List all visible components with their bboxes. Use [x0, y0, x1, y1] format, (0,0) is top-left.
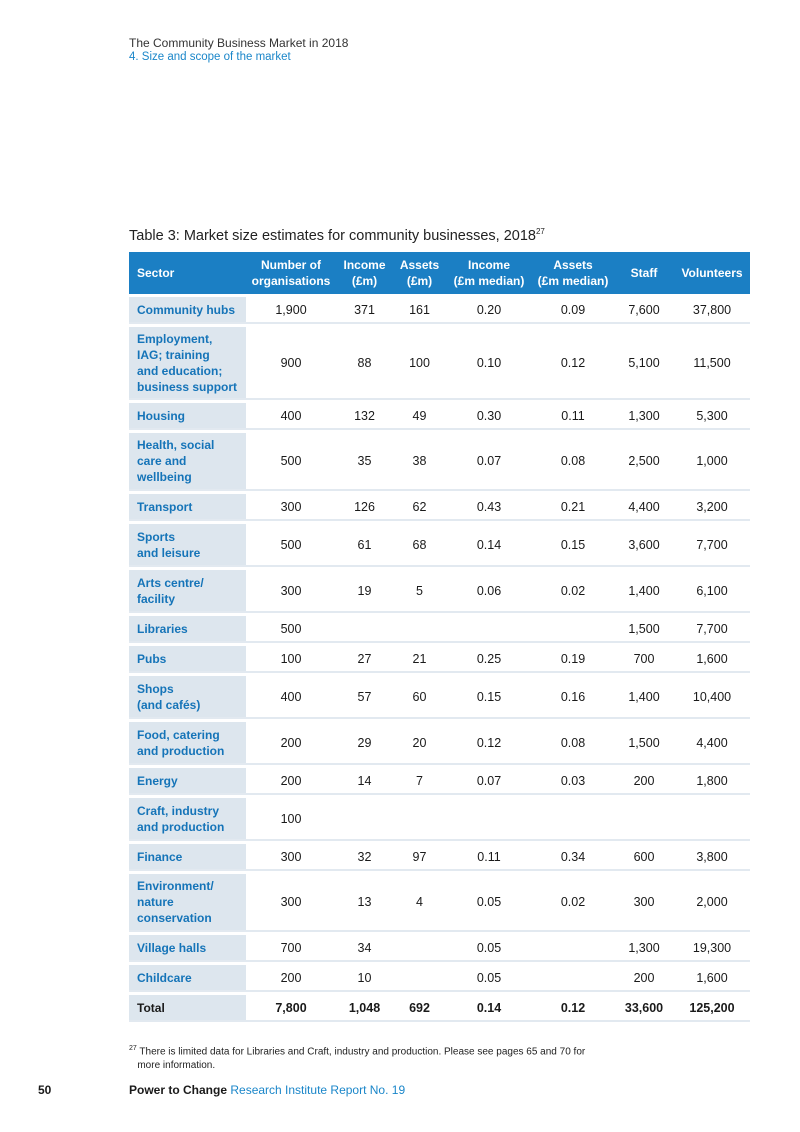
section-title: 4. Size and scope of the market	[129, 51, 291, 63]
sector-name-line: Energy	[137, 773, 178, 788]
cell-staff: 1,500	[614, 722, 674, 765]
cell-assets: 21	[393, 646, 446, 673]
cell-assets-med	[532, 935, 614, 962]
cell-staff: 700	[614, 646, 674, 673]
cell-assets-med: 0.11	[532, 403, 614, 430]
cell-staff: 2,500	[614, 433, 674, 491]
table-row	[129, 327, 750, 400]
cell-staff: 1,300	[614, 935, 674, 962]
sector-name-line: Shops	[137, 681, 174, 696]
cell-volunteers: 125,200	[674, 995, 750, 1022]
cell-assets-med: 0.15	[532, 524, 614, 567]
cell-income-med: 0.20	[446, 297, 532, 324]
cell-volunteers: 37,800	[674, 297, 750, 324]
cell-assets-med: 0.03	[532, 768, 614, 795]
cell-assets-med: 0.09	[532, 297, 614, 324]
sector-name-line: Total	[137, 1000, 165, 1015]
cell-assets: 5	[393, 570, 446, 613]
cell-volunteers: 7,700	[674, 524, 750, 567]
sector-cell	[129, 935, 246, 962]
cell-income: 19	[336, 570, 393, 613]
sector-cell	[129, 965, 246, 992]
sector-name-line: Libraries	[137, 621, 188, 636]
cell-income-med: 0.11	[446, 844, 532, 871]
cell-orgs: 400	[246, 403, 336, 430]
footer-report: Research Institute Report No. 19	[230, 1083, 406, 1097]
col-header-staff: Staff	[614, 252, 674, 294]
sector-name-line: Food, catering	[137, 727, 220, 742]
sector-name-line: Craft, industry	[137, 803, 220, 818]
cell-assets-med: 0.16	[532, 676, 614, 719]
sector-name-line: and education;	[137, 363, 223, 378]
cell-income: 132	[336, 403, 393, 430]
sector-cell	[129, 676, 246, 719]
table-row	[129, 570, 750, 613]
table-row	[129, 297, 750, 324]
document-title: The Community Business Market in 2018	[129, 36, 349, 50]
cell-orgs: 300	[246, 874, 336, 932]
cell-income: 27	[336, 646, 393, 673]
cell-volunteers: 10,400	[674, 676, 750, 719]
cell-income: 126	[336, 494, 393, 521]
sector-name-line: and production	[137, 743, 225, 758]
cell-volunteers: 1,600	[674, 646, 750, 673]
cell-assets-med: 0.21	[532, 494, 614, 521]
market-size-table	[129, 249, 750, 1025]
cell-income: 57	[336, 676, 393, 719]
page-number: 50	[38, 1083, 52, 1097]
cell-income: 10	[336, 965, 393, 992]
sector-name-line: Village halls	[137, 940, 207, 955]
caption-footnote-ref: 27	[535, 227, 545, 236]
footnote-ref: 27	[129, 1045, 137, 1052]
sector-name-line: (and cafés)	[137, 697, 201, 712]
table-row	[129, 874, 750, 932]
cell-income: 14	[336, 768, 393, 795]
cell-orgs: 300	[246, 570, 336, 613]
cell-staff: 300	[614, 874, 674, 932]
cell-staff	[614, 798, 674, 841]
cell-staff: 200	[614, 965, 674, 992]
table-row	[129, 844, 750, 871]
cell-assets-med: 0.19	[532, 646, 614, 673]
sector-cell	[129, 768, 246, 795]
cell-income: 29	[336, 722, 393, 765]
sector-cell	[129, 874, 246, 932]
cell-income: 34	[336, 935, 393, 962]
cell-assets: 38	[393, 433, 446, 491]
sector-cell	[129, 297, 246, 324]
table-row	[129, 798, 750, 841]
cell-staff: 7,600	[614, 297, 674, 324]
footnote-line-1: There is limited data for Libraries and Craft, industry and production. Please see pages 65 and 70 for	[139, 1046, 586, 1058]
cell-income-med: 0.25	[446, 646, 532, 673]
cell-assets: 60	[393, 676, 446, 719]
table-row	[129, 524, 750, 567]
cell-income: 32	[336, 844, 393, 871]
sector-name-line: conservation	[137, 911, 212, 925]
table-body	[129, 297, 750, 1022]
table-row	[129, 616, 750, 643]
cell-income-med: 0.43	[446, 494, 532, 521]
table-row	[129, 433, 750, 491]
cell-income-med: 0.07	[446, 768, 532, 795]
sector-name-line: Finance	[137, 849, 183, 864]
cell-orgs: 500	[246, 524, 336, 567]
sector-name-line: Employment,	[137, 331, 213, 346]
col-header-income-median: Income (£m median)	[446, 252, 532, 294]
cell-staff: 1,500	[614, 616, 674, 643]
cell-income-med: 0.10	[446, 327, 532, 400]
cell-assets-med	[532, 616, 614, 643]
cell-assets-med: 0.12	[532, 327, 614, 400]
sector-cell	[129, 646, 246, 673]
sector-cell	[129, 327, 246, 400]
cell-income-med: 0.12	[446, 722, 532, 765]
cell-assets-med	[532, 965, 614, 992]
cell-assets: 68	[393, 524, 446, 567]
cell-income-med	[446, 798, 532, 841]
sector-name-line: Transport	[137, 499, 193, 514]
sector-name-line: business support	[137, 379, 238, 394]
table-caption	[129, 227, 545, 244]
sector-name-line: Sports	[137, 529, 176, 544]
sector-cell	[129, 995, 246, 1022]
sector-cell	[129, 494, 246, 521]
cell-orgs: 200	[246, 722, 336, 765]
cell-orgs: 900	[246, 327, 336, 400]
cell-assets: 692	[393, 995, 446, 1022]
sector-cell	[129, 798, 246, 841]
cell-orgs: 100	[246, 798, 336, 841]
cell-assets: 161	[393, 297, 446, 324]
cell-assets-med: 0.34	[532, 844, 614, 871]
cell-income-med: 0.05	[446, 965, 532, 992]
col-header-orgs: Number of organisations	[246, 252, 336, 294]
cell-volunteers: 1,600	[674, 965, 750, 992]
table-row	[129, 935, 750, 962]
sector-name-line: and leisure	[137, 545, 201, 560]
cell-orgs: 7,800	[246, 995, 336, 1022]
cell-orgs: 300	[246, 844, 336, 871]
cell-income-med: 0.05	[446, 874, 532, 932]
cell-volunteers	[674, 798, 750, 841]
cell-volunteers: 2,000	[674, 874, 750, 932]
cell-income-med: 0.14	[446, 524, 532, 567]
cell-assets: 7	[393, 768, 446, 795]
caption-text: Table 3: Market size estimates for community businesses, 2018	[129, 227, 536, 244]
sector-cell	[129, 433, 246, 491]
sector-cell	[129, 844, 246, 871]
cell-income: 13	[336, 874, 393, 932]
cell-assets: 62	[393, 494, 446, 521]
cell-income-med: 0.05	[446, 935, 532, 962]
cell-orgs: 100	[246, 646, 336, 673]
cell-assets-med: 0.12	[532, 995, 614, 1022]
cell-orgs: 300	[246, 494, 336, 521]
cell-income: 61	[336, 524, 393, 567]
cell-staff: 3,600	[614, 524, 674, 567]
cell-volunteers: 7,700	[674, 616, 750, 643]
sector-cell	[129, 570, 246, 613]
cell-assets: 4	[393, 874, 446, 932]
cell-assets: 20	[393, 722, 446, 765]
table-row	[129, 722, 750, 765]
cell-income-med: 0.07	[446, 433, 532, 491]
cell-assets: 49	[393, 403, 446, 430]
cell-income-med	[446, 616, 532, 643]
col-header-assets-median: Assets (£m median)	[532, 252, 614, 294]
sector-name-line: Childcare	[137, 970, 192, 985]
cell-volunteers: 1,800	[674, 768, 750, 795]
cell-orgs: 400	[246, 676, 336, 719]
cell-staff: 5,100	[614, 327, 674, 400]
cell-volunteers: 19,300	[674, 935, 750, 962]
cell-staff: 600	[614, 844, 674, 871]
cell-income: 1,048	[336, 995, 393, 1022]
table-row	[129, 676, 750, 719]
cell-income: 371	[336, 297, 393, 324]
table-row	[129, 768, 750, 795]
table-row	[129, 965, 750, 992]
cell-orgs: 700	[246, 935, 336, 962]
cell-orgs: 1,900	[246, 297, 336, 324]
table-row	[129, 494, 750, 521]
sector-name-line: care and	[137, 454, 187, 468]
cell-volunteers: 4,400	[674, 722, 750, 765]
cell-volunteers: 3,200	[674, 494, 750, 521]
cell-staff: 1,400	[614, 570, 674, 613]
cell-orgs: 200	[246, 768, 336, 795]
cell-volunteers: 11,500	[674, 327, 750, 400]
cell-volunteers: 6,100	[674, 570, 750, 613]
cell-assets: 97	[393, 844, 446, 871]
sector-name-line: Housing	[137, 408, 185, 423]
footer	[129, 1083, 405, 1097]
col-header-income: Income (£m)	[336, 252, 393, 294]
sector-name-line: nature	[137, 895, 174, 909]
col-header-volunteers: Volunteers	[674, 252, 750, 294]
cell-orgs: 500	[246, 433, 336, 491]
cell-assets-med: 0.02	[532, 570, 614, 613]
cell-income	[336, 798, 393, 841]
cell-staff: 200	[614, 768, 674, 795]
footer-brand: Power to Change	[129, 1083, 228, 1097]
cell-staff: 1,300	[614, 403, 674, 430]
cell-assets-med: 0.08	[532, 722, 614, 765]
col-header-assets: Assets (£m)	[393, 252, 446, 294]
cell-staff: 4,400	[614, 494, 674, 521]
table-row	[129, 646, 750, 673]
sector-name-line: Health, social	[137, 438, 215, 452]
total-row	[129, 995, 750, 1022]
cell-income: 35	[336, 433, 393, 491]
cell-assets-med: 0.02	[532, 874, 614, 932]
cell-assets	[393, 965, 446, 992]
cell-income-med: 0.14	[446, 995, 532, 1022]
sector-name-line: Community hubs	[137, 302, 235, 317]
sector-name-line: wellbeing	[137, 470, 192, 484]
cell-volunteers: 3,800	[674, 844, 750, 871]
sector-name-line: IAG; training	[137, 347, 210, 362]
cell-income-med: 0.30	[446, 403, 532, 430]
col-header-sector: Sector	[129, 252, 246, 294]
sector-cell	[129, 616, 246, 643]
cell-assets	[393, 935, 446, 962]
sector-name-line: facility	[137, 591, 176, 606]
sector-cell	[129, 722, 246, 765]
cell-orgs: 200	[246, 965, 336, 992]
cell-volunteers: 5,300	[674, 403, 750, 430]
cell-orgs: 500	[246, 616, 336, 643]
table-header-row	[129, 252, 750, 294]
cell-assets	[393, 616, 446, 643]
sector-name-line: and production	[137, 819, 225, 834]
cell-income	[336, 616, 393, 643]
cell-assets: 100	[393, 327, 446, 400]
cell-volunteers: 1,000	[674, 433, 750, 491]
cell-assets-med: 0.08	[532, 433, 614, 491]
sector-cell	[129, 524, 246, 567]
sector-name-line: Arts centre/	[137, 575, 204, 590]
sector-name-line: Environment/	[137, 879, 214, 893]
cell-assets	[393, 798, 446, 841]
cell-staff: 33,600	[614, 995, 674, 1022]
table-row	[129, 403, 750, 430]
cell-income-med: 0.06	[446, 570, 532, 613]
sector-name-line: Pubs	[137, 651, 167, 666]
cell-income-med: 0.15	[446, 676, 532, 719]
cell-income: 88	[336, 327, 393, 400]
cell-assets-med	[532, 798, 614, 841]
sector-cell	[129, 403, 246, 430]
cell-staff: 1,400	[614, 676, 674, 719]
footnote-line-2: more information.	[137, 1060, 216, 1072]
footnote	[129, 1042, 659, 1073]
